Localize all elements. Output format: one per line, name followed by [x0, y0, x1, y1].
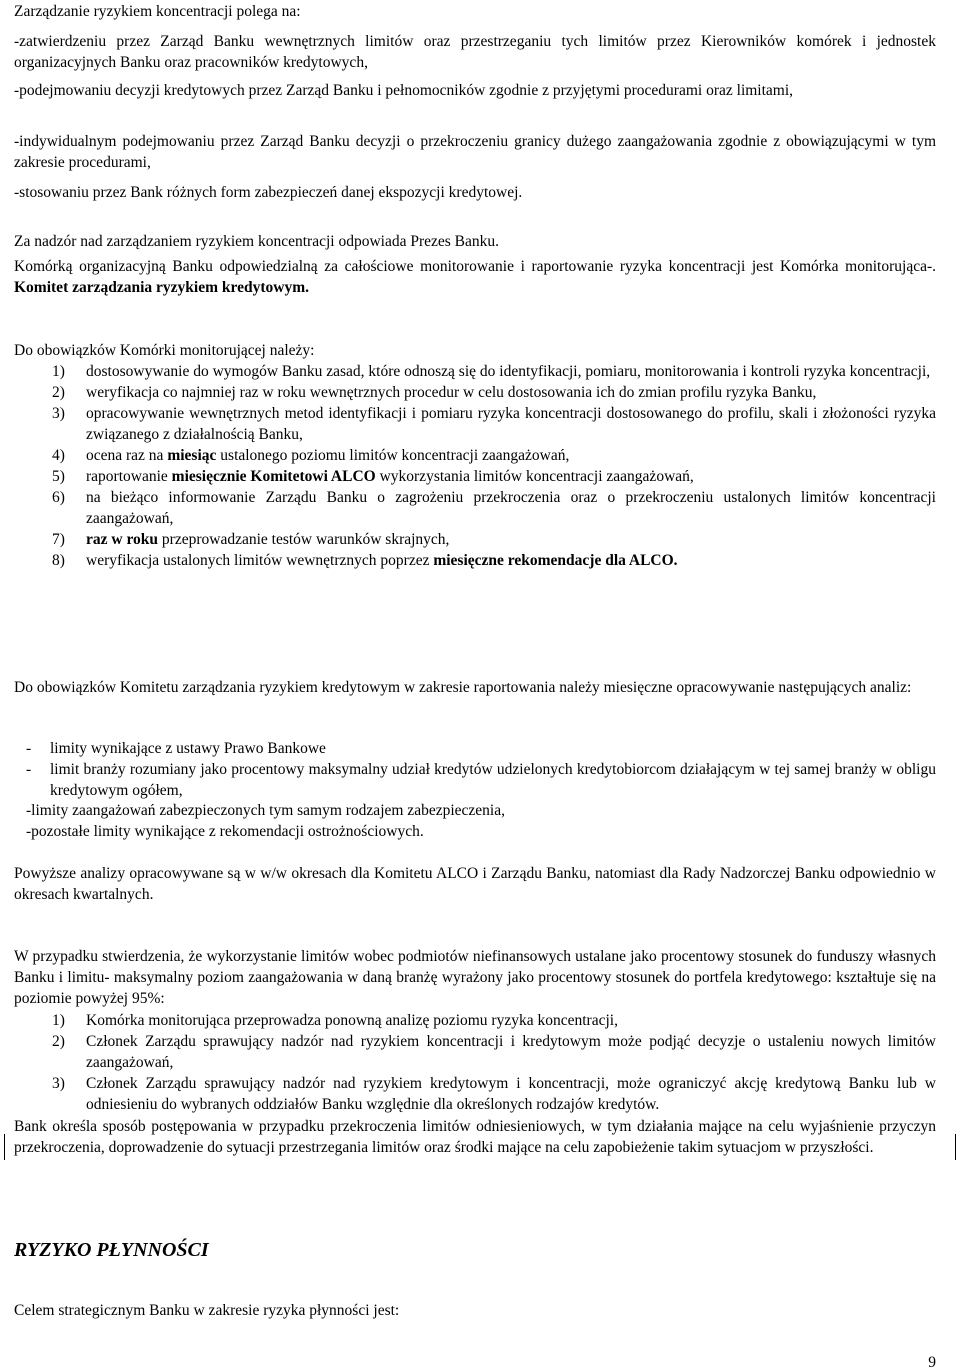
duty-text: raz w roku	[86, 531, 159, 548]
case-step-number: 3)	[52, 1075, 65, 1092]
case-step-number: 2)	[52, 1033, 65, 1050]
duty-text: weryfikacja co najmniej raz w roku wewnętrznych procedur w celu dostosowania ich do zmian profilu ryzyka Banku,	[86, 384, 817, 401]
change-bar-left	[4, 1134, 5, 1160]
analysis-item	[14, 759, 936, 801]
duty-text: weryfikacja ustalonych limitów wewnętrznych poprzez	[86, 552, 434, 569]
analysis-other: -pozostałe limity wynikające z rekomendacji ostrożnościowych.	[26, 823, 424, 840]
case-intro: W przypadku stwierdzenia, że wykorzystanie limitów wobec podmiotów niefinansowych ustalane jako procentowy stosunek do funduszy własnych Banku i limitu- maksymalny poziom zaangażowania w daną branżę wyrażony jako procentowy stosunek do portfela kredytowego: kształtuje się na poziomie powyżej 95%:	[14, 948, 936, 1007]
duty-item	[14, 445, 936, 466]
analysis-dash: -	[26, 740, 32, 757]
duty-item	[14, 550, 936, 571]
duty-text: dostosowywanie do wymogów Banku zasad, które odnoszą się do identyfikacji, pomiaru, monitorowania i kontroli ryzyka koncentracji,	[86, 363, 931, 380]
duty-text: miesięcznie Komitetowi ALCO	[171, 468, 376, 485]
duty-item	[14, 361, 936, 382]
duty-number: 4)	[52, 447, 65, 464]
duty-text: miesięczne rekomendacje dla ALCO.	[433, 552, 678, 569]
analysis-collateral: -limity zaangażowań zabezpieczonych tym samym rodzajem zabezpieczenia,	[26, 802, 505, 819]
duty-text: ocena raz na	[86, 447, 168, 464]
responsible-unit-bold: Komitet zarządzania ryzykiem kredytowym.	[14, 279, 310, 296]
duties-title: Do obowiązków Komórki monitorującej należy:	[14, 342, 315, 359]
bullet-approval: -zatwierdzeniu przez Zarząd Banku wewnętrznych limitów oraz przestrzeganiu tych limitów przez Kierowników komórek i jednostek organizacyjnych Banku oraz pracowników kredytowych,	[14, 33, 936, 71]
case-step-number: 1)	[52, 1012, 65, 1029]
duty-item	[14, 529, 936, 550]
analysis-dash: -	[26, 761, 32, 778]
bullet-large-exposure: -indywidualnym podejmowaniu przez Zarząd Banku decyzji o przekroczeniu granicy dużego zaangażowania zgodnie z obowiązującymi w tym zakresie procedurami,	[14, 133, 936, 171]
duty-text: raportowanie	[86, 468, 172, 485]
liquidity-intro: Celem strategicznym Banku w zakresie ryzyka płynności jest:	[14, 1302, 400, 1319]
supervision-text: Za nadzór nad zarządzaniem ryzykiem koncentracji odpowiada Prezes Banku.	[14, 233, 500, 250]
case-steps-list	[14, 1010, 936, 1115]
case-step	[14, 1010, 936, 1031]
duty-number: 7)	[52, 531, 65, 548]
responsible-unit-text	[14, 256, 936, 298]
section-heading: RYZYKO PŁYNNOŚCI	[14, 1239, 209, 1261]
analysis-text: limity wynikające z ustawy Prawo Bankowe	[50, 740, 326, 757]
duties-list	[14, 361, 936, 571]
analysis-text: limit branży rozumiany jako procentowy maksymalny udział kredytów udzielonych kredytobiorcom działającym w tej samej branży w obligu kredytowym ogółem,	[50, 761, 936, 799]
case-step-text: Komórka monitorująca przeprowadza ponowną analizę poziomu ryzyka koncentracji,	[86, 1012, 618, 1029]
committee-title: Do obowiązków Komitetu zarządzania ryzykiem kredytowym w zakresie raportowania należy miesięczne opracowywanie następujących analiz:	[14, 679, 912, 696]
case-step	[14, 1073, 936, 1115]
duty-number: 5)	[52, 468, 65, 485]
bullet-decisions: -podejmowaniu decyzji kredytowych przez Zarząd Banku i pełnomocników zgodnie z przyjętymi procedurami oraz limitami,	[14, 82, 794, 99]
reporting-note: Powyższe analizy opracowywane są w w/w okresach dla Komitetu ALCO i Zarządu Banku, natomiast dla Rady Nadzorczej Banku odpowiednio w okresach kwartalnych.	[14, 865, 936, 903]
bullet-collateral: -stosowaniu przez Bank różnych form zabezpieczeń danej ekspozycji kredytowej.	[14, 184, 523, 201]
duty-number: 3)	[52, 405, 65, 422]
duty-text: ustalonego poziomu limitów koncentracji zaangażowań,	[216, 447, 570, 464]
page-number: 9	[928, 1354, 936, 1371]
duty-number: 8)	[52, 552, 65, 569]
change-bar-right	[955, 1134, 956, 1160]
analysis-item	[14, 738, 936, 759]
analyses-dash-list	[14, 738, 936, 801]
duty-text: na bieżąco informowanie Zarządu Banku o zagrożeniu przekroczenia oraz o przekroczeniu ustalonych limitów koncentracji zaangażowań,	[86, 489, 936, 527]
responsible-unit-plain: Komórką organizacyjną Banku odpowiedzialną za całościowe monitorowanie i raportowanie ryzyka koncentracji jest Komórka monitorująca-.	[14, 258, 936, 275]
duty-text: wykorzystania limitów koncentracji zaangażowań,	[375, 468, 694, 485]
procedure-text: Bank określa sposób postępowania w przypadku przekroczenia limitów odniesieniowych, w tym działania mające na celu wyjaśnienie przyczyn przekroczenia, doprowadzenie do sytuacji przestrzegania limitów oraz środki mające na celu zapobieżenie takim sytuacjom w przyszłości.	[14, 1118, 936, 1156]
duty-item	[14, 382, 936, 403]
duty-item	[14, 466, 936, 487]
duty-item	[14, 403, 936, 445]
duty-number: 2)	[52, 384, 65, 401]
intro-title: Zarządzanie ryzykiem koncentracji polega na:	[14, 3, 301, 20]
case-step-text: Członek Zarządu sprawujący nadzór nad ryzykiem kredytowym i koncentracji, może ograniczyć akcję kredytową Banku lub w odniesieniu do wybranych oddziałów Banku względnie dla określonych rodzajów kredytów.	[86, 1075, 936, 1113]
duty-number: 1)	[52, 363, 65, 380]
duty-text: opracowywanie wewnętrznych metod identyfikacji i pomiaru ryzyka koncentracji dostosowanego do profilu, skali i złożoności ryzyka związanego z działalnością Banku,	[86, 405, 936, 443]
case-step-text: Członek Zarządu sprawujący nadzór nad ryzykiem koncentracji i kredytowym może podjąć decyzje o ustaleniu nowych limitów zaangażowań,	[86, 1033, 936, 1071]
duty-text: miesiąc	[167, 447, 217, 464]
duty-item	[14, 487, 936, 529]
duty-number: 6)	[52, 489, 65, 506]
duty-text: przeprowadzanie testów warunków skrajnych,	[158, 531, 450, 548]
case-step	[14, 1031, 936, 1073]
